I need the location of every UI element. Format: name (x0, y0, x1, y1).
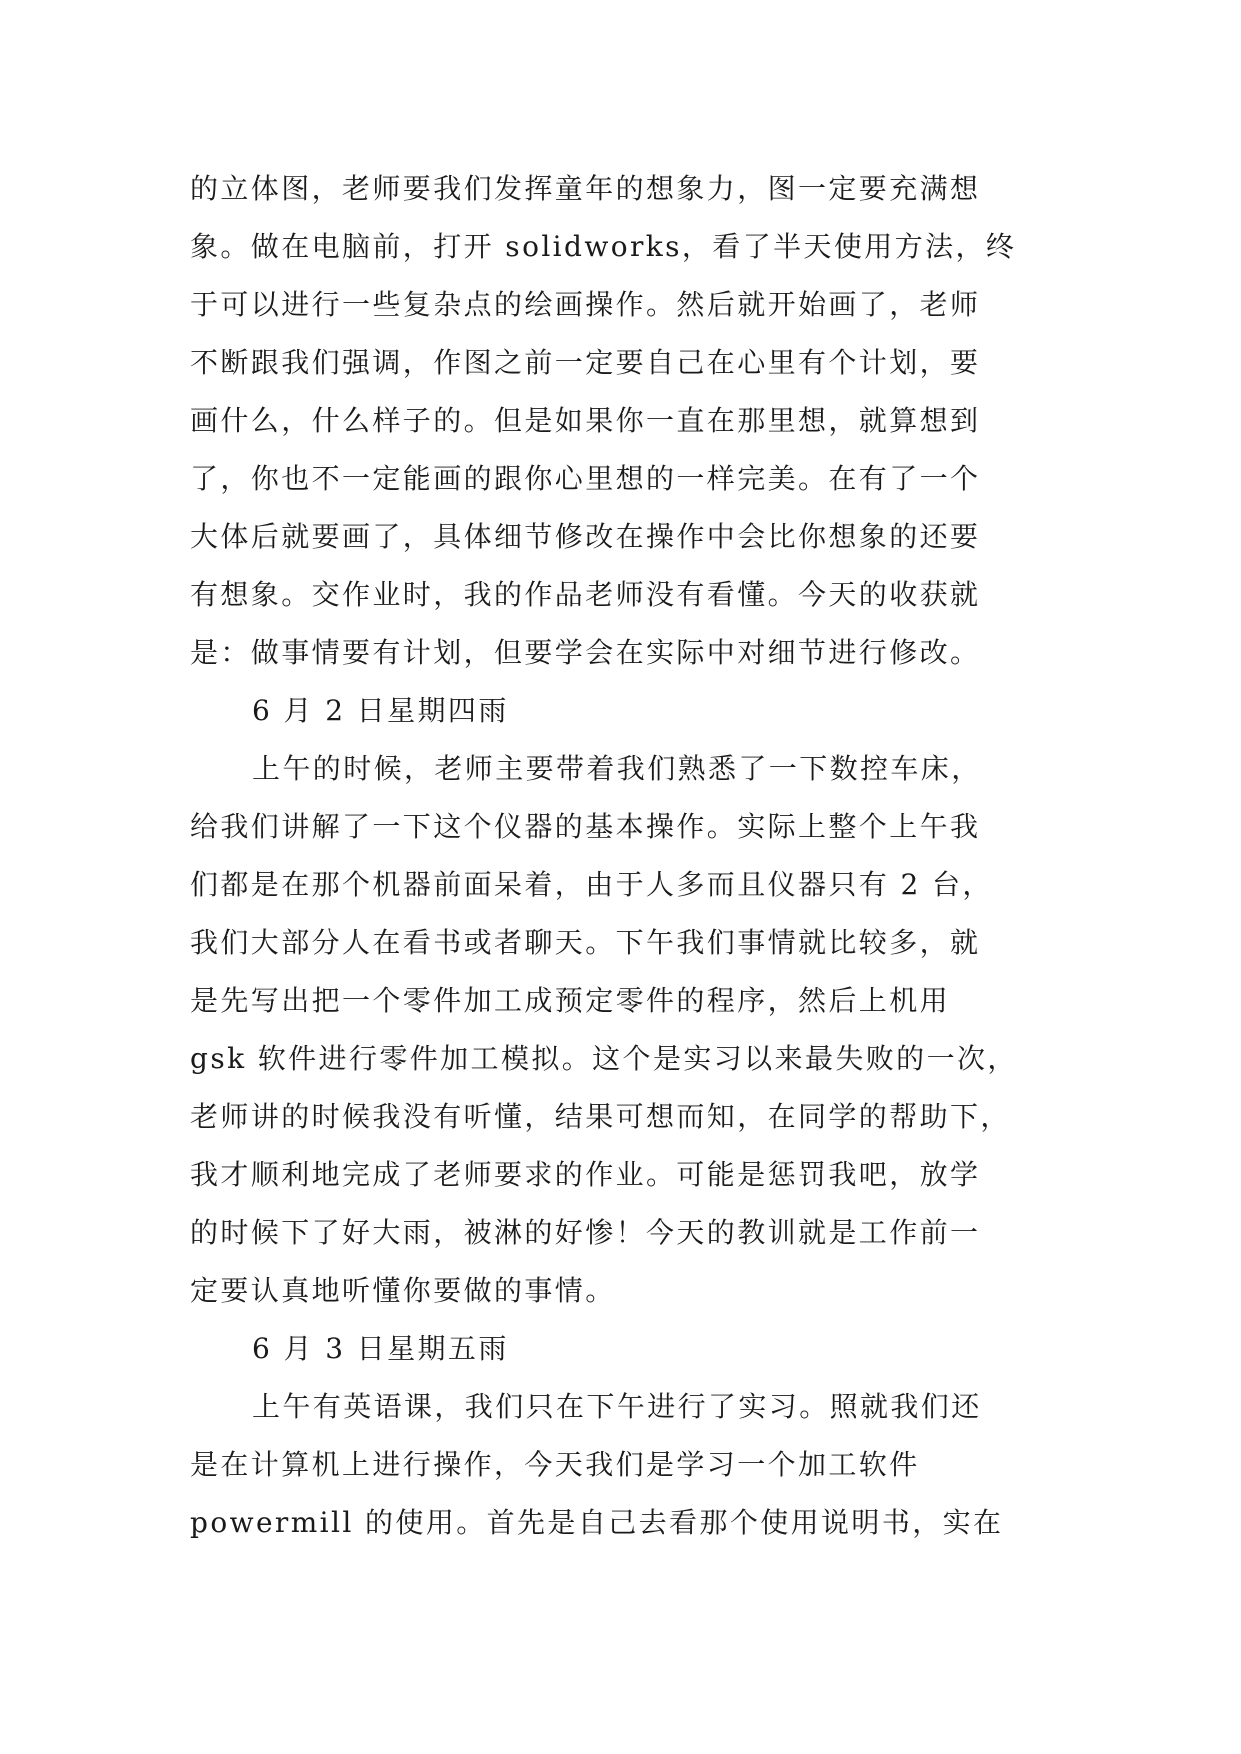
text-line: 6 月 3 日星期五雨 (252, 1332, 509, 1365)
text-line: 大体后就要画了，具体细节修改在操作中会比你想象的还要 (190, 520, 981, 553)
text-line: 不断跟我们强调，作图之前一定要自己在心里有个计划，要 (190, 346, 981, 379)
text-line: 于可以进行一些复杂点的绘画操作。然后就开始画了，老师 (190, 288, 981, 321)
text-line: 的时候下了好大雨，被淋的好惨！今天的教训就是工作前一 (190, 1216, 981, 1249)
text-line: 6 月 2 日星期四雨 (252, 694, 509, 727)
text-line: 是在计算机上进行操作，今天我们是学习一个加工软件 (190, 1448, 920, 1481)
body-text (190, 160, 1080, 1552)
text-line: 给我们讲解了一下这个仪器的基本操作。实际上整个上午我 (190, 810, 981, 843)
text-line: gsk 软件进行零件加工模拟。这个是实习以来最失败的一次， (190, 1042, 1018, 1075)
text-line: 有想象。交作业时，我的作品老师没有看懂。今天的收获就 (190, 578, 981, 611)
text-line: 们都是在那个机器前面呆着，由于人多而且仪器只有 2 台， (190, 868, 993, 901)
text-line: 了，你也不一定能画的跟你心里想的一样完美。在有了一个 (190, 462, 981, 495)
text-line: 的立体图，老师要我们发挥童年的想象力，图一定要充满想 (190, 172, 981, 205)
text-line: 上午有英语课，我们只在下午进行了实习。照就我们还 (252, 1390, 982, 1423)
text-line: 定要认真地听懂你要做的事情。 (190, 1274, 616, 1307)
text-line: 象。做在电脑前，打开 solidworks，看了半天使用方法，终 (190, 230, 1017, 263)
text-line: 我才顺利地完成了老师要求的作业。可能是惩罚我吧，放学 (190, 1158, 981, 1191)
text-line: 是先写出把一个零件加工成预定零件的程序，然后上机用 (190, 984, 951, 1017)
text-line: 是：做事情要有计划，但要学会在实际中对细节进行修改。 (190, 636, 981, 669)
text-line: 我们大部分人在看书或者聊天。下午我们事情就比较多，就 (190, 926, 981, 959)
text-line: 上午的时候，老师主要带着我们熟悉了一下数控车床， (252, 752, 982, 785)
text-line: powermill 的使用。首先是自己去看那个使用说明书，实在 (190, 1506, 1004, 1539)
text-line: 画什么，什么样子的。但是如果你一直在那里想，就算想到 (190, 404, 981, 437)
text-line: 老师讲的时候我没有听懂，结果可想而知，在同学的帮助下， (190, 1100, 1011, 1133)
